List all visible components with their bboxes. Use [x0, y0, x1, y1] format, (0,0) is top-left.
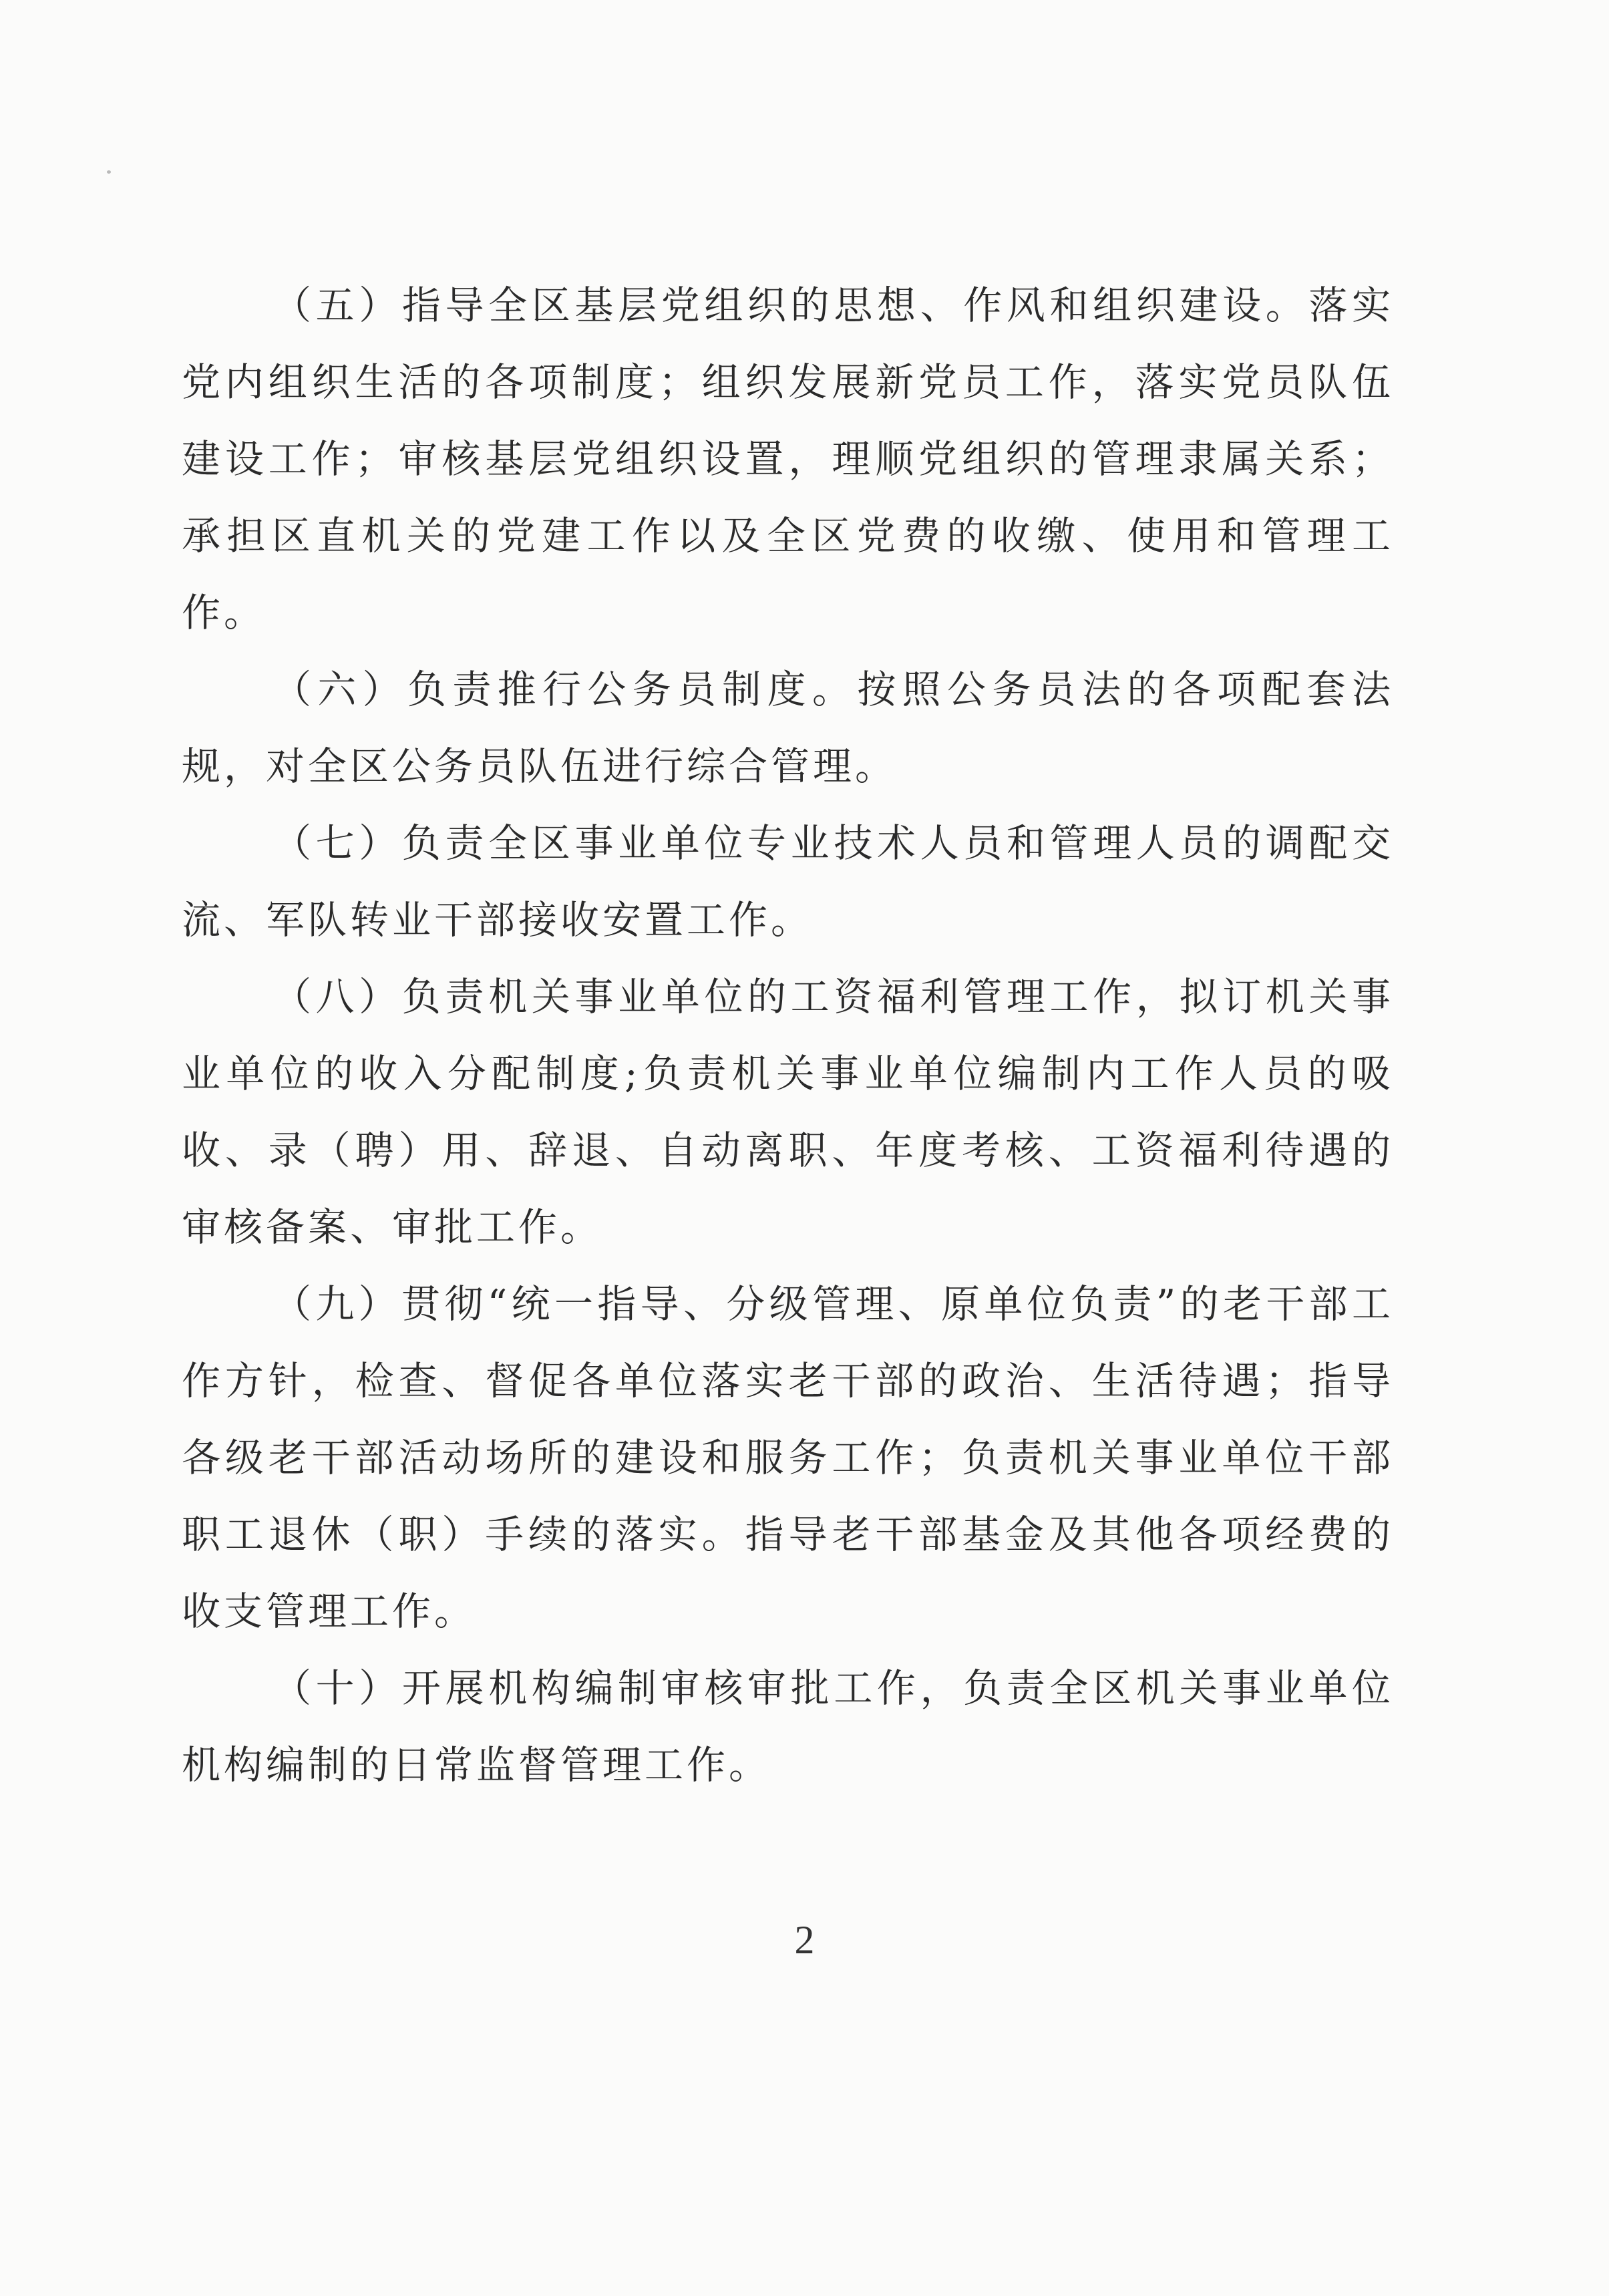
page-number: 2 — [794, 1918, 815, 1962]
document-body — [182, 267, 1394, 1804]
paragraph-5: （五）指导全区基层党组织的思想、作风和组织建设。落实党内组织生活的各项制度；组织发展新党员工作，落实党员队伍建设工作；审核基层党组织设置，理顺党组织的管理隶属关系；承担区直机关的党建工作以及全区党费的收缴、使用和管理工作。 — [182, 283, 1394, 635]
paragraph-10: （十）开展机构编制审核审批工作，负责全区机关事业单位机构编制的日常监督管理工作。 — [182, 1665, 1394, 1788]
paragraph-8: （八）负责机关事业单位的工资福利管理工作，拟订机关事业单位的收入分配制度;负责机关事业单位编制内工作人员的吸收、录（聘）用、辞退、自动离职、年度考核、工资福利待遇的审核备案、审批工作。 — [182, 974, 1394, 1250]
paragraph-7: （七）负责全区事业单位专业技术人员和管理人员的调配交流、军队转业干部接收安置工作。 — [182, 820, 1394, 943]
scan-speck — [107, 170, 111, 174]
paragraph-9: （九）贯彻“统一指导、分级管理、原单位负责”的老干部工作方针，检查、督促各单位落实老干部的政治、生活待遇；指导各级老干部活动场所的建设和服务工作；负责机关事业单位干部职工退休（职）手续的落实。指导老干部基金及其他各项经费的收支管理工作。 — [182, 1281, 1394, 1634]
paragraph-6: （六）负责推行公务员制度。按照公务员法的各项配套法规，对全区公务员队伍进行综合管理。 — [182, 667, 1394, 789]
